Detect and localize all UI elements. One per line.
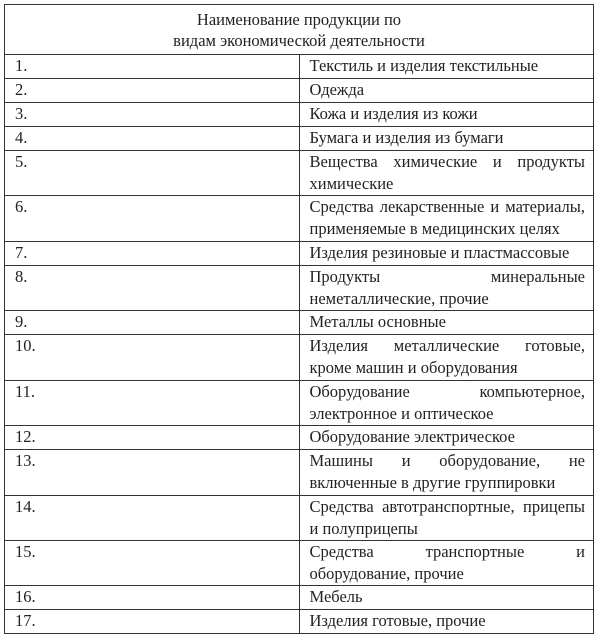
row-number: 3. bbox=[5, 103, 300, 127]
row-text: Средства автотранспортные, прицепы и полуприцепы bbox=[299, 496, 594, 541]
table-row bbox=[5, 496, 594, 541]
table-row bbox=[5, 127, 594, 151]
row-text: Изделия металлические готовые, кроме машин и оборудования bbox=[299, 335, 594, 381]
row-number: 10. bbox=[5, 335, 300, 381]
row-number: 5. bbox=[5, 151, 300, 196]
row-text: Машины и оборудование, не включенные в другие группировки bbox=[299, 450, 594, 496]
table-row bbox=[5, 103, 594, 127]
row-text: Изделия готовые, прочие bbox=[299, 610, 594, 634]
table-row bbox=[5, 151, 594, 196]
row-text: Средства лекарственные и материалы, применяемые в медицинских целях bbox=[299, 196, 594, 242]
table-row bbox=[5, 610, 594, 634]
row-text: Одежда bbox=[299, 79, 594, 103]
row-text: Изделия резиновые и пластмассовые bbox=[299, 242, 594, 266]
table-header bbox=[5, 5, 594, 55]
row-number: 12. bbox=[5, 426, 300, 450]
row-number: 9. bbox=[5, 311, 300, 335]
product-table bbox=[4, 4, 594, 634]
row-text: Бумага и изделия из бумаги bbox=[299, 127, 594, 151]
row-text: Вещества химические и продукты химические bbox=[299, 151, 594, 196]
table-row bbox=[5, 335, 594, 381]
table-row bbox=[5, 586, 594, 610]
row-number: 6. bbox=[5, 196, 300, 242]
row-text: Текстиль и изделия текстильные bbox=[299, 55, 594, 79]
table-row bbox=[5, 311, 594, 335]
table-row bbox=[5, 196, 594, 242]
table-row bbox=[5, 426, 594, 450]
row-text: Металлы основные bbox=[299, 311, 594, 335]
row-text: Средства транспортные и оборудование, прочие bbox=[299, 541, 594, 586]
row-number: 4. bbox=[5, 127, 300, 151]
row-text: Продукты минеральные неметаллические, прочие bbox=[299, 266, 594, 311]
table-row bbox=[5, 450, 594, 496]
table-row bbox=[5, 242, 594, 266]
table-row bbox=[5, 266, 594, 311]
row-text: Мебель bbox=[299, 586, 594, 610]
row-number: 14. bbox=[5, 496, 300, 541]
row-text: Оборудование электрическое bbox=[299, 426, 594, 450]
table-row bbox=[5, 55, 594, 79]
row-number: 15. bbox=[5, 541, 300, 586]
table-row bbox=[5, 541, 594, 586]
table-row bbox=[5, 381, 594, 426]
row-number: 16. bbox=[5, 586, 300, 610]
header-line-1: Наименование продукции по bbox=[196, 10, 402, 29]
row-text: Кожа и изделия из кожи bbox=[299, 103, 594, 127]
row-number: 7. bbox=[5, 242, 300, 266]
product-table-document bbox=[4, 4, 594, 634]
table-row bbox=[5, 79, 594, 103]
row-number: 11. bbox=[5, 381, 300, 426]
row-number: 8. bbox=[5, 266, 300, 311]
row-text: Оборудование компьютерное, электронное и оптическое bbox=[299, 381, 594, 426]
row-number: 17. bbox=[5, 610, 300, 634]
row-number: 2. bbox=[5, 79, 300, 103]
header-line-2: видам экономической деятельности bbox=[173, 31, 425, 50]
row-number: 1. bbox=[5, 55, 300, 79]
row-number: 13. bbox=[5, 450, 300, 496]
